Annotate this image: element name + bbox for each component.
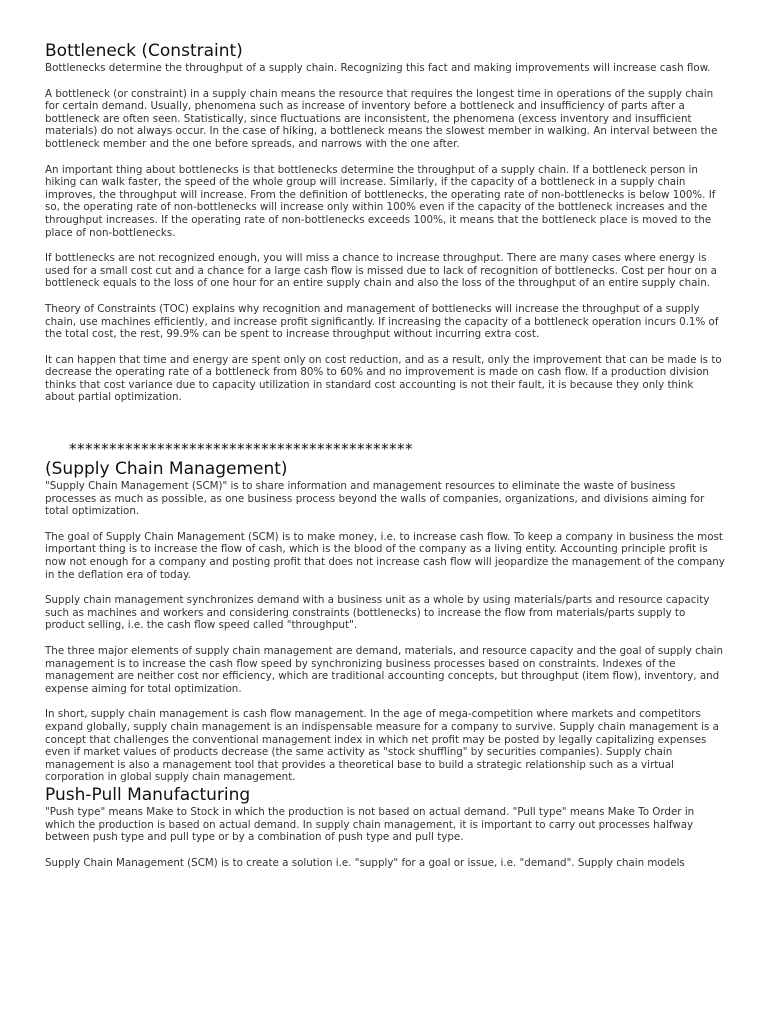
paragraph: The goal of Supply Chain Management (SCM) is to make money, i.e. to increase cash flow. To keep a company in business the most important thing is to increase the flow of cash, which is the blood of the company as a living entity. Accounting principle profit is now not enough for a company and posting profit that does not increase cash flow will jeopardize the management of the company in the deflation era of today. [45, 530, 725, 581]
paragraph: A bottleneck (or constraint) in a supply chain means the resource that requires the longest time in operations of the supply chain for certain demand. Usually, phenomena such as increase of inventory before a bottleneck and insufficiency of parts after a bottleneck are often seen. Statistically, since fluctuations are inconsistent, the phenomena (excess inventory and insufficient materials) do not always occur. In the case of hiking, a bottleneck means the slowest member in walking. An interval between the bottleneck member and the one before spreads, and narrows with the one after. [45, 87, 718, 150]
section-title-scm: (Supply Chain Management) [45, 459, 288, 480]
paragraph: It can happen that time and energy are spent only on cost reduction, and as a result, only the improvement that can be made is to decrease the operating rate of a bottleneck from 80% to 60% and no improvement is made on cash flow. If a production division thinks that cost variance due to capacity utilization in standard cost accounting is not their fault, it is because they only think about partial optimization. [45, 353, 722, 404]
paragraph: Supply chain management synchronizes demand with a business unit as a whole by using materials/parts and resource capacity such as machines and workers and considering constraints (bottlenecks) to increase the flow from materials/parts supply to product selling, i.e. the cash flow speed called "throughput". [45, 594, 710, 632]
paragraph: Supply Chain Management (SCM) is to create a solution i.e. "supply" for a goal or issue, i.e. "demand". Supply chain models [45, 856, 685, 869]
paragraph: "Supply Chain Management (SCM)" is to share information and management resources to eliminate the waste of business processes as much as possible, as one business process beyond the walls of companies, organizations, and divisions aiming for total optimization. [45, 480, 705, 518]
section-title-bottleneck: Bottleneck (Constraint) [45, 41, 243, 61]
paragraph: The three major elements of supply chain management are demand, materials, and resource capacity and the goal of supply chain management is to increase the cash flow speed by synchronizing business processes based on constraints. Indexes of the management are neither cost nor efficiency, which are traditional accounting concepts, but throughput (item flow), inventory, and expense aiming for total optimization. [45, 645, 724, 695]
paragraph: If bottlenecks are not recognized enough, you will miss a chance to increase throughput. There are many cases where energy is used for a small cost cut and a chance for a large cash flow is missed due to lack of recognition of bottlenecks. Cost per hour on a bottleneck equals to the loss of one hour for an entire supply chain and also the loss of the throughput of an entire supply chain. [45, 252, 717, 290]
section-push-pull [45, 784, 725, 869]
section-scm [45, 458, 725, 784]
paragraph: "Push type" means Make to Stock in which the production is not based on actual demand. "Pull type" means Make To Order in which the production is based on actual demand. In supply chain management, it is important to carry out processes halfway between push type and pull type or by a combination of push type and pull type. [45, 805, 695, 844]
section-title-push-pull: Push-Pull Manufacturing [45, 784, 251, 805]
section-bottleneck [45, 40, 725, 404]
paragraph: In short, supply chain management is cash flow management. In the age of mega-competition where markets and competitors expand globally, supply chain management is an indispensable measure for a company to survive. Supply chain management is a concept that challenges the conventional management index in which net profit may be posted by legally capitalizing expenses even if market values of products decrease (the same activity as "stock shuffling" by securities companies). Supply chain management is also a management tool that provides a theoretical base to build a strategic relationship such as a virtual corporation in global supply chain management. [45, 708, 719, 784]
paragraph: Theory of Constraints (TOC) explains why recognition and management of bottlenecks will increase the throughput of a supply chain, use machines efficiently, and increase profit significantly. If increasing the capacity of a bottleneck operation incurs 0.1% of the total cost, the rest, 99.9% can be spent to increase throughput without incurring extra cost. [45, 302, 719, 341]
paragraph: An important thing about bottlenecks is that bottlenecks determine the throughput of a supply chain. If a bottleneck person in hiking can walk faster, the speed of the whole group will increase. Similarly, if the capacity of a bottleneck in a supply chain improves, the throughput will increase. From the definition of bottlenecks, the operating rate of non-bottlenecks is below 100%. If so, the operating rate of non-bottlenecks will increase only within 100% even if the capacity of the bottleneck increases and the throughput increases. If the operating rate of non-bottlenecks exceeds 100%, it means that the bottleneck place is moved to the place of non-bottlenecks. [45, 163, 716, 239]
asterisk-separator: ******************************************* [69, 440, 413, 459]
document-page [45, 40, 725, 882]
paragraph: Bottlenecks determine the throughput of a supply chain. Recognizing this fact and making improvements will increase cash flow. [45, 62, 711, 74]
